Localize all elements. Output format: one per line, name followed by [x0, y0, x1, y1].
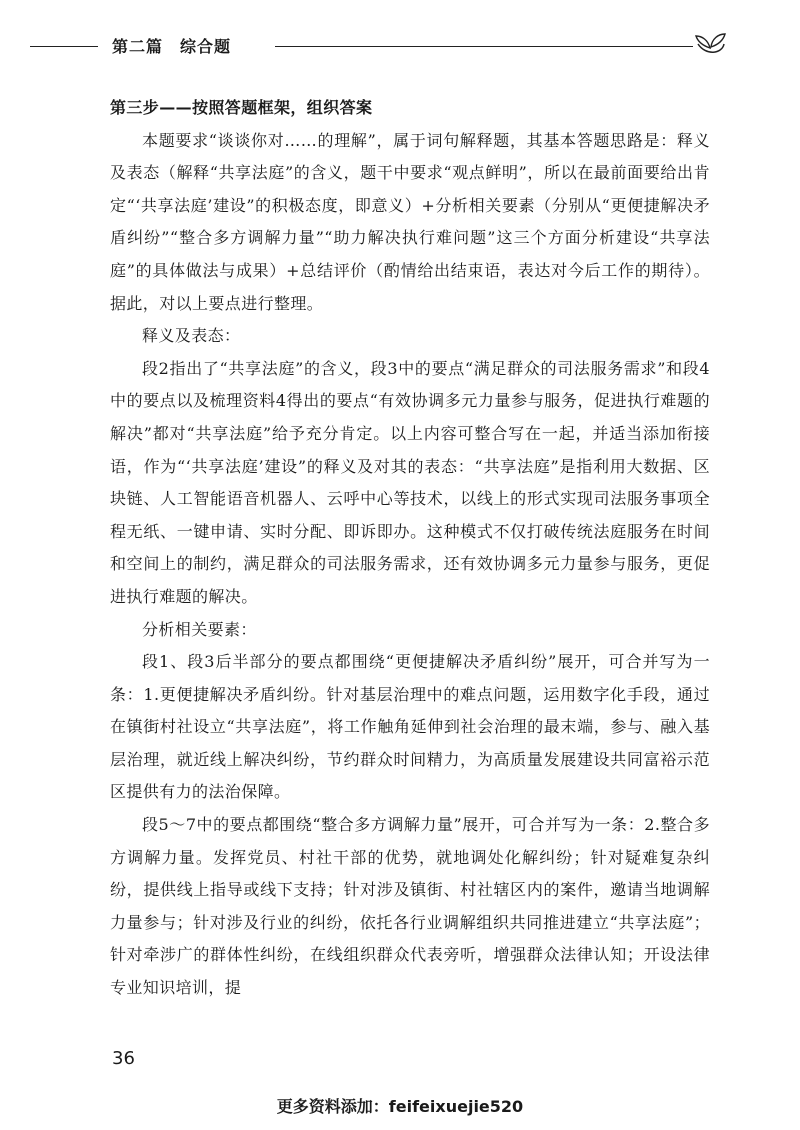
header-section: 综合题 — [180, 37, 232, 56]
running-header — [30, 30, 720, 62]
sprout-icon — [692, 30, 728, 56]
label-explain: 释义及表态： — [142, 326, 241, 346]
page-body — [110, 92, 710, 1005]
analysis-paragraph-2: 段5～7中的要点都围绕“整合多方调解力量”展开，可合并写为一条：2.整合多方调解力量。发挥党员、村社干部的优势，就地调处化解纠纷；针对疑难复杂纠纷，提供线上指导或线下支持；针对涉及镇街、村社辖区内的案件，邀请当地调解力量参与；针对涉及行业的纠纷，依托各行业调解组织共同推进建立“共享法庭”；针对牵涉广的群体性纠纷，在线组织群众代表旁听，增强群众法律认知；开设法律专业知识培训，提 — [110, 815, 710, 998]
analysis-paragraph-1: 段1、段3后半部分的要点都围绕“更便捷解决矛盾纠纷”展开，可合并写为一条：1.更便捷解决矛盾纠纷。针对基层治理中的难点问题，运用数字化手段，通过在镇街村社设立“共享法庭”，将工作触角延伸到社会治理的最末端，参与、融入基层治理，就近线上解决纠纷，节约群众时间精力，为高质量发展建设共同富裕示范区提供有力的法治保障。 — [110, 652, 710, 802]
page-number: 36 — [112, 1048, 135, 1069]
header-part: 第二篇 — [112, 37, 164, 56]
label-analysis: 分析相关要素： — [142, 619, 257, 639]
header-rule-left — [30, 46, 98, 47]
footer-note: 更多资料添加：feifeixuejie520 — [276, 1097, 524, 1116]
header-rule-right — [275, 46, 693, 47]
intro-paragraph: 本题要求“谈谈你对……的理解”，属于词句解释题，其基本答题思路是：释义及表态（解释“共享法庭”的含义，题干中要求“观点鲜明”，所以在最前面要给出肯定“‘共享法庭’建设”的积极态度，即意义）+分析相关要素（分别从“更便捷解决矛盾纠纷”“整合多方调解力量”“助力解决执行难问题”这三个方面分析建设“共享法庭”的具体做法与成果）+总结评价（酌情给出结束语，表达对今后工作的期待）。据此，对以上要点进行整理。 — [110, 130, 710, 313]
explain-paragraph: 段2指出了“共享法庭”的含义，段3中的要点“满足群众的司法服务需求”和段4中的要点以及梳理资料4得出的要点“有效协调多元力量参与服务，促进执行难题的解决”都对“共享法庭”给予充分肯定。以上内容可整合写在一起，并适当添加衔接语，作为“‘共享法庭’建设”的释义及对其的表态：“共享法庭”是指利用大数据、区块链、人工智能语音机器人、云呼中心等技术，以线上的形式实现司法服务事项全程无纸、一键申请、实时分配、即诉即办。这种模式不仅打破传统法庭服务在时间和空间上的制约，满足群众的司法服务需求，还有效协调多元力量参与服务，更促进执行难题的解决。 — [110, 358, 710, 606]
step-heading: 第三步——按照答题框架，组织答案 — [110, 98, 373, 117]
